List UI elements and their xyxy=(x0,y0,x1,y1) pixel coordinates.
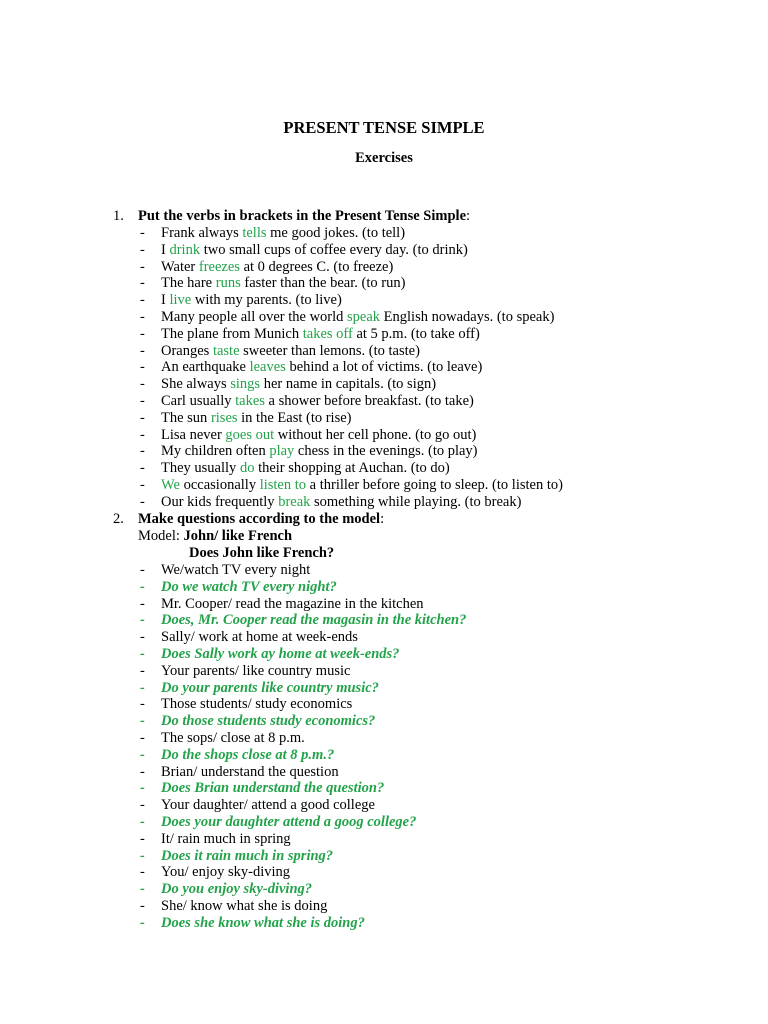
sentence-text: Many people all over the world xyxy=(161,309,348,325)
question-prompt: She/ know what she is doing xyxy=(161,898,328,914)
model-prompt: John/ like French xyxy=(183,528,293,544)
list-item xyxy=(0,780,768,797)
sentence-text: occasionally xyxy=(179,477,260,493)
bullet-dash: - xyxy=(140,275,145,292)
sentence xyxy=(161,477,563,494)
question-answer: Does your daughter attend a goog college? xyxy=(161,814,417,830)
question-prompt: It/ rain much in spring xyxy=(161,830,291,847)
list-item xyxy=(0,612,768,629)
answer-verb: play xyxy=(269,443,295,460)
list-item xyxy=(0,915,768,932)
list-item xyxy=(0,764,768,781)
bullet-dash: - xyxy=(140,646,145,662)
sentence xyxy=(161,376,436,393)
list-item xyxy=(0,376,768,393)
sentence-text: English nowadays. (to speak) xyxy=(380,309,555,325)
list-item xyxy=(0,410,768,427)
sentence-text: Frank always xyxy=(161,225,243,241)
question-answer: Does, Mr. Cooper read the magasin in the kitchen? xyxy=(161,612,467,629)
list-item xyxy=(0,663,768,680)
sentence-text: Water xyxy=(161,258,199,275)
sentence-text: something while playing. (to break) xyxy=(310,493,522,510)
question-prompt: Brian/ understand the question xyxy=(161,763,339,780)
answer-verb: tells xyxy=(242,225,267,241)
bullet-dash: - xyxy=(140,864,145,881)
list-item xyxy=(0,242,768,259)
sentence-text: a thriller before going to sleep. (to listen to) xyxy=(306,477,563,493)
bullet-dash: - xyxy=(140,763,145,780)
sentence-text: behind a lot of victims. (to leave) xyxy=(285,359,483,376)
bullet-dash: - xyxy=(140,746,145,763)
answer-verb: sings xyxy=(230,376,261,393)
answer-verb: speak xyxy=(347,309,381,325)
sentence-text: The plane from Munich xyxy=(161,325,303,342)
sentence xyxy=(161,393,474,410)
list-item xyxy=(0,898,768,915)
list-item xyxy=(0,797,768,814)
question-answer: Does Sally work ay home at week-ends? xyxy=(161,646,400,662)
exercise-instruction xyxy=(138,208,470,225)
sentence xyxy=(161,443,478,460)
model-answer: Does John like French? xyxy=(189,545,335,561)
bullet-dash: - xyxy=(140,881,145,898)
sentence-text: with my parents. (to live) xyxy=(191,292,342,309)
question-prompt: You/ enjoy sky-diving xyxy=(161,864,291,881)
answer-verb: rises xyxy=(210,409,238,426)
list-item xyxy=(0,579,768,596)
model-label-text: Model: xyxy=(138,528,184,544)
sentence xyxy=(161,292,342,309)
instruction-colon: : xyxy=(466,208,471,224)
sentence-text: They usually xyxy=(161,460,240,477)
list-item xyxy=(0,259,768,276)
bullet-dash: - xyxy=(140,359,145,376)
bullet-dash: - xyxy=(140,814,145,830)
sentence xyxy=(161,494,521,511)
list-item xyxy=(0,864,768,881)
list-item xyxy=(0,596,768,613)
list-item xyxy=(0,680,768,697)
sentence-text: Our kids frequently xyxy=(161,493,279,510)
list-item xyxy=(0,359,768,376)
bullet-dash: - xyxy=(140,847,145,864)
instruction-text: Make questions according to the model xyxy=(138,511,381,527)
sentence xyxy=(161,275,405,292)
bullet-dash: - xyxy=(140,578,145,595)
sentence-text: their shopping at Auchan. (to do) xyxy=(254,460,450,477)
answer-verb: leaves xyxy=(249,359,286,376)
list-item xyxy=(0,562,768,579)
sentence-text: She always xyxy=(161,376,231,393)
list-item xyxy=(0,477,768,494)
bullet-dash: - xyxy=(140,914,145,931)
list-item xyxy=(0,275,768,292)
sentence xyxy=(161,242,468,259)
sentence-text: two small cups of coffee every day. (to drink) xyxy=(200,241,468,258)
list-item xyxy=(0,696,768,713)
sentence-text: in the East (to rise) xyxy=(237,409,352,426)
sentence-text: chess in the evenings. (to play) xyxy=(294,443,478,460)
bullet-dash: - xyxy=(140,342,145,359)
question-answer: Does she know what she is doing? xyxy=(161,914,365,931)
sentence-text: I xyxy=(161,241,170,258)
bullet-dash: - xyxy=(140,426,145,443)
list-item xyxy=(0,814,768,831)
question-answer: Do the shops close at 8 p.m.? xyxy=(161,746,335,763)
sentence xyxy=(161,225,405,242)
list-item xyxy=(0,343,768,360)
sentence-text: at 5 p.m. (to take off) xyxy=(352,325,480,342)
bullet-dash: - xyxy=(140,730,145,746)
bullet-dash: - xyxy=(140,780,145,797)
list-item xyxy=(0,831,768,848)
list-item xyxy=(0,427,768,444)
bullet-dash: - xyxy=(140,898,145,914)
answer-verb: taste xyxy=(212,342,240,359)
sentence xyxy=(161,359,482,376)
list-item xyxy=(0,326,768,343)
list-item xyxy=(0,730,768,747)
answer-verb: break xyxy=(278,493,311,510)
question-answer: Does Brian understand the question? xyxy=(161,780,385,797)
sentence-text: sweeter than lemons. (to taste) xyxy=(239,342,420,359)
bullet-dash: - xyxy=(140,713,145,730)
question-answer: Do we watch TV every night? xyxy=(161,578,337,595)
sentence-text: faster than the bear. (to run) xyxy=(240,275,406,292)
answer-verb: We xyxy=(161,477,180,493)
bullet-dash: - xyxy=(140,376,145,393)
bullet-dash: - xyxy=(140,477,145,493)
page-title: PRESENT TENSE SIMPLE xyxy=(283,118,485,137)
list-item xyxy=(0,292,768,309)
question-prompt: We/watch TV every night xyxy=(161,562,311,578)
question-answer: Do your parents like country music? xyxy=(161,679,379,696)
sentence xyxy=(161,410,352,427)
bullet-dash: - xyxy=(140,409,145,426)
list-item xyxy=(0,747,768,764)
answer-verb: goes out xyxy=(225,426,275,443)
model-line xyxy=(0,528,768,545)
sentence xyxy=(161,259,393,276)
list-item xyxy=(0,225,768,242)
answer-verb: drink xyxy=(169,241,201,258)
sentence-text: her name in capitals. (to sign) xyxy=(260,376,437,393)
bullet-dash: - xyxy=(140,830,145,847)
exercise-2-heading xyxy=(0,511,768,528)
bullet-dash: - xyxy=(140,241,145,258)
answer-verb: live xyxy=(169,292,192,309)
sentence xyxy=(161,427,476,444)
bullet-dash: - xyxy=(140,562,145,578)
exercise-number: 1. xyxy=(113,208,124,224)
list-item xyxy=(0,848,768,865)
exercise-number: 2. xyxy=(113,511,124,527)
bullet-dash: - xyxy=(140,443,145,460)
exercise-instruction xyxy=(138,511,384,528)
sentence-text: me good jokes. (to tell) xyxy=(266,225,406,241)
question-prompt: Sally/ work at home at week-ends xyxy=(161,629,358,646)
page-subtitle: Exercises xyxy=(355,150,413,166)
bullet-dash: - xyxy=(140,325,145,342)
question-prompt: Those students/ study economics xyxy=(161,696,353,713)
list-item xyxy=(0,646,768,663)
answer-verb: do xyxy=(239,460,255,477)
bullet-dash: - xyxy=(140,696,145,713)
answer-verb: takes xyxy=(235,393,265,409)
bullet-dash: - xyxy=(140,629,145,646)
model-answer-line xyxy=(0,545,768,562)
list-item xyxy=(0,443,768,460)
sentence xyxy=(161,460,450,477)
sentence-text: Lisa never xyxy=(161,426,226,443)
bullet-dash: - xyxy=(140,662,145,679)
sentence xyxy=(161,309,554,326)
list-item xyxy=(0,309,768,326)
answer-verb: takes off xyxy=(302,325,353,342)
sentence-text: Carl usually xyxy=(161,393,236,409)
bullet-dash: - xyxy=(140,292,145,309)
sentence-text: The sun xyxy=(161,409,211,426)
exercise-1-heading xyxy=(0,208,768,225)
list-item xyxy=(0,494,768,511)
answer-verb: runs xyxy=(215,275,241,292)
instruction-colon: : xyxy=(380,511,385,527)
bullet-dash: - xyxy=(140,493,145,510)
bullet-dash: - xyxy=(140,797,145,814)
question-prompt: Your daughter/ attend a good college xyxy=(161,797,375,814)
question-answer: Do you enjoy sky-diving? xyxy=(161,881,313,898)
bullet-dash: - xyxy=(140,258,145,275)
model-label xyxy=(138,528,292,545)
list-item xyxy=(0,881,768,898)
bullet-dash: - xyxy=(140,225,145,241)
sentence-text: The hare xyxy=(161,275,216,292)
sentence-text: Oranges xyxy=(161,342,213,359)
bullet-dash: - xyxy=(140,612,145,629)
answer-verb: listen to xyxy=(259,477,307,493)
question-prompt: The sops/ close at 8 p.m. xyxy=(161,730,305,746)
question-prompt: Mr. Cooper/ read the magazine in the kitchen xyxy=(161,595,424,612)
sentence xyxy=(161,326,480,343)
sentence-text: without her cell phone. (to go out) xyxy=(274,426,477,443)
sentence xyxy=(161,343,420,360)
instruction-text: Put the verbs in brackets in the Present Tense Simple xyxy=(138,208,466,224)
answer-verb: freezes xyxy=(198,258,240,275)
bullet-dash: - xyxy=(140,309,145,325)
sentence-text: at 0 degrees C. (to freeze) xyxy=(239,258,394,275)
list-item xyxy=(0,460,768,477)
bullet-dash: - xyxy=(140,393,145,409)
question-answer: Does it rain much in spring? xyxy=(161,847,334,864)
list-item xyxy=(0,713,768,730)
bullet-dash: - xyxy=(140,460,145,477)
sentence-text: I xyxy=(161,292,170,309)
sentence-text: a shower before breakfast. (to take) xyxy=(264,393,474,409)
bullet-dash: - xyxy=(140,595,145,612)
sentence-text: An earthquake xyxy=(161,359,250,376)
question-prompt: Your parents/ like country music xyxy=(161,662,351,679)
list-item xyxy=(0,393,768,410)
bullet-dash: - xyxy=(140,679,145,696)
sentence-text: My children often xyxy=(161,443,270,460)
list-item xyxy=(0,629,768,646)
question-answer: Do those students study economics? xyxy=(161,713,376,730)
